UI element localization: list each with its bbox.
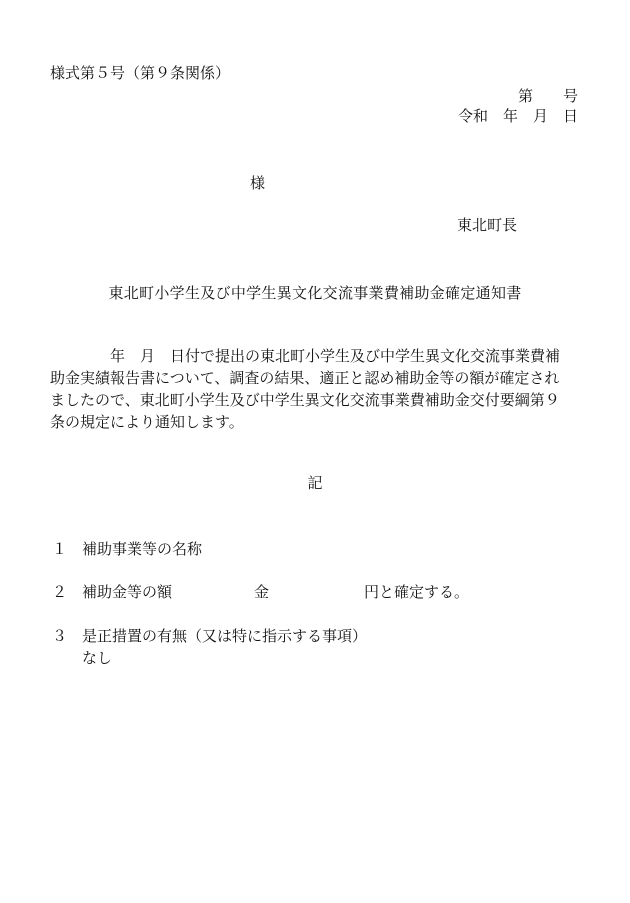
- amount-prefix: 金: [254, 583, 270, 601]
- document-date: 令和 年 月 日: [457, 107, 578, 125]
- list-item-project-name: [52, 539, 202, 559]
- recipient-honorific: 様: [250, 174, 266, 192]
- item-label: 補助事業等の名称: [82, 540, 203, 558]
- sender-name: 東北町長: [457, 216, 518, 234]
- ki-heading: 記: [307, 474, 323, 492]
- corrective-measures-value: なし: [82, 649, 113, 667]
- document-number: 第 号: [517, 87, 578, 105]
- item-number: １: [52, 540, 68, 558]
- body-line: 年 月 日付で提出の東北町小学生及び中学生異文化交流事業費補: [50, 347, 561, 365]
- body-line: ましたので、東北町小学生及び中学生異文化交流事業費補助金交付要綱第９: [50, 391, 560, 409]
- item-label: 是正措置の有無（又は特に指示する事項）: [82, 627, 368, 645]
- form-number: 様式第５号（第９条関係）: [50, 64, 231, 82]
- item-number: ２: [52, 583, 68, 601]
- amount-suffix: 円と確定する。: [364, 583, 470, 601]
- list-item-subsidy-amount: [52, 582, 470, 602]
- document-title: 東北町小学生及び中学生異文化交流事業費補助金確定通知書: [108, 284, 522, 302]
- item-number: ３: [52, 627, 68, 645]
- item-label: 補助金等の額: [82, 583, 173, 601]
- body-line: 条の規定により通知します。: [50, 413, 244, 431]
- body-line: 助金実績報告書について、調査の結果、適正と認め補助金等の額が確定され: [50, 369, 560, 387]
- list-item-corrective-measures: [52, 626, 367, 646]
- body-paragraph: [50, 345, 582, 433]
